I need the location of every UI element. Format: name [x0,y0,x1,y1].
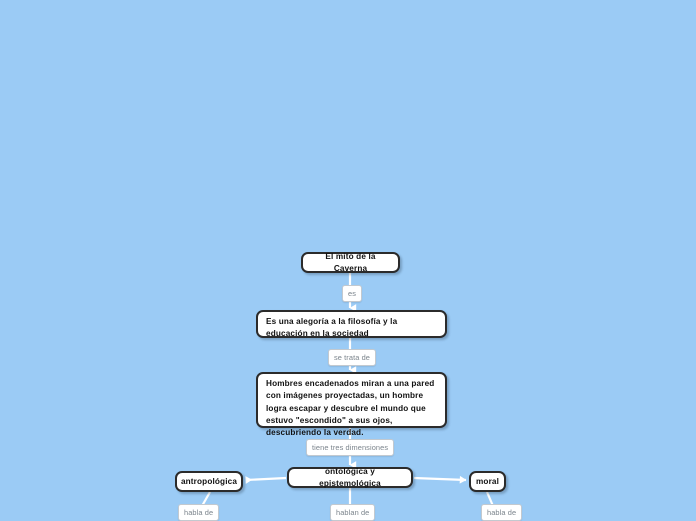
edge-label-es-text: es [348,289,357,298]
edge-label-habla-de-right[interactable] [481,504,522,521]
node-moral[interactable] [469,471,506,492]
edge-label-habla-de-left[interactable] [178,504,219,521]
edge-label-se-trata-de-text: se trata de [334,353,371,362]
node-relato[interactable] [256,372,447,438]
node-relato-label: Hombres encadenados miran a una pared con imágenes proyectadas, un hombre logra escapar y descubre el mundo que estuvo "escondido" a sus ojos, descubriendo la verdad. [266,379,435,438]
node-alegoria[interactable] [256,310,447,338]
edge-label-tiene-tres-dimensiones-text: tiene tres dimensiones [312,443,389,452]
connector-ontologica-to-moral [414,478,466,480]
node-antropologica[interactable] [175,471,243,492]
edge-label-habla-de-right-text: habla de [487,508,517,517]
edge-label-habla-de-left-text: habla de [184,508,214,517]
edge-label-hablan-de-center-text: hablan de [336,508,370,517]
node-alegoria-label: Es una alegoría a la filosofía y la educación en la sociedad [266,317,398,339]
node-root[interactable] [301,252,400,273]
edge-label-tiene-tres-dimensiones[interactable] [306,439,394,456]
connector-ontologica-to-antropologica [246,478,286,480]
node-antropologica-label: antropológica [180,476,238,486]
node-ontologica-epistemologica-label: ontológica y epistemológica [319,466,381,488]
edge-label-es[interactable] [342,285,362,302]
node-root-label: El mito de la Caverna [325,251,376,273]
edge-label-se-trata-de[interactable] [328,349,376,366]
edge-label-hablan-de-center[interactable] [330,504,375,521]
node-ontologica-epistemologica[interactable] [287,467,413,488]
node-moral-label: moral [475,476,500,486]
